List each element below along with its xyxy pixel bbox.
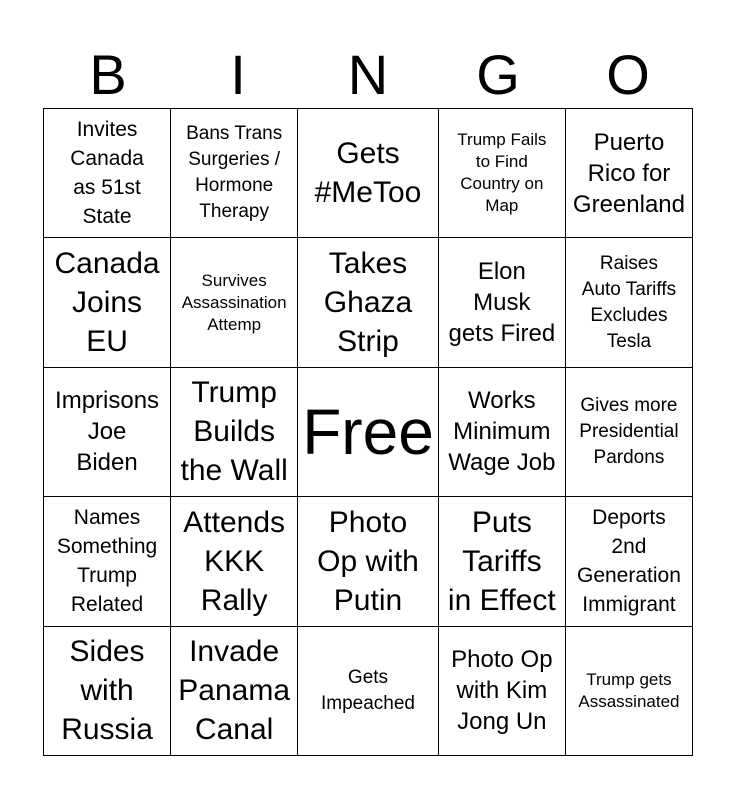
bingo-cell[interactable]: Trump Builds the Wall (171, 368, 298, 497)
bingo-cell[interactable]: Gets Impeached (298, 627, 439, 756)
bingo-cell[interactable]: Survives Assassination Attemp (171, 238, 298, 367)
bingo-cell[interactable]: Takes Ghaza Strip (298, 238, 439, 367)
header-letter-n: N (347, 43, 389, 106)
bingo-cell[interactable]: Canada Joins EU (44, 238, 171, 367)
free-space-cell[interactable]: Free (298, 368, 439, 497)
bingo-header (43, 42, 693, 108)
bingo-cell[interactable]: Deports 2nd Generation Immigrant (566, 497, 693, 626)
header-letter-i: I (230, 43, 246, 106)
bingo-cell[interactable]: Gives more Presidential Pardons (566, 368, 693, 497)
bingo-cell[interactable]: Puts Tariffs in Effect (439, 497, 566, 626)
bingo-cell[interactable]: Trump gets Assassinated (566, 627, 693, 756)
header-letter-b: B (89, 43, 127, 106)
bingo-cell[interactable]: Sides with Russia (44, 627, 171, 756)
bingo-cell[interactable]: Gets #MeToo (298, 109, 439, 238)
bingo-cell[interactable]: Names Something Trump Related (44, 497, 171, 626)
bingo-cell[interactable]: Raises Auto Tariffs Excludes Tesla (566, 238, 693, 367)
bingo-cell[interactable]: Invade Panama Canal (171, 627, 298, 756)
bingo-grid (43, 108, 693, 756)
bingo-cell[interactable]: Works Minimum Wage Job (439, 368, 566, 497)
bingo-cell[interactable]: Invites Canada as 51st State (44, 109, 171, 238)
bingo-cell[interactable]: Photo Op with Putin (298, 497, 439, 626)
bingo-cell[interactable]: Bans Trans Surgeries / Hormone Therapy (171, 109, 298, 238)
header-letter-o: O (606, 43, 650, 106)
bingo-cell[interactable]: Trump Fails to Find Country on Map (439, 109, 566, 238)
bingo-cell[interactable]: Elon Musk gets Fired (439, 238, 566, 367)
header-letter-g: G (476, 43, 520, 106)
bingo-cell[interactable]: Imprisons Joe Biden (44, 368, 171, 497)
bingo-cell[interactable]: Puerto Rico for Greenland (566, 109, 693, 238)
bingo-cell[interactable]: Attends KKK Rally (171, 497, 298, 626)
bingo-cell[interactable]: Photo Op with Kim Jong Un (439, 627, 566, 756)
